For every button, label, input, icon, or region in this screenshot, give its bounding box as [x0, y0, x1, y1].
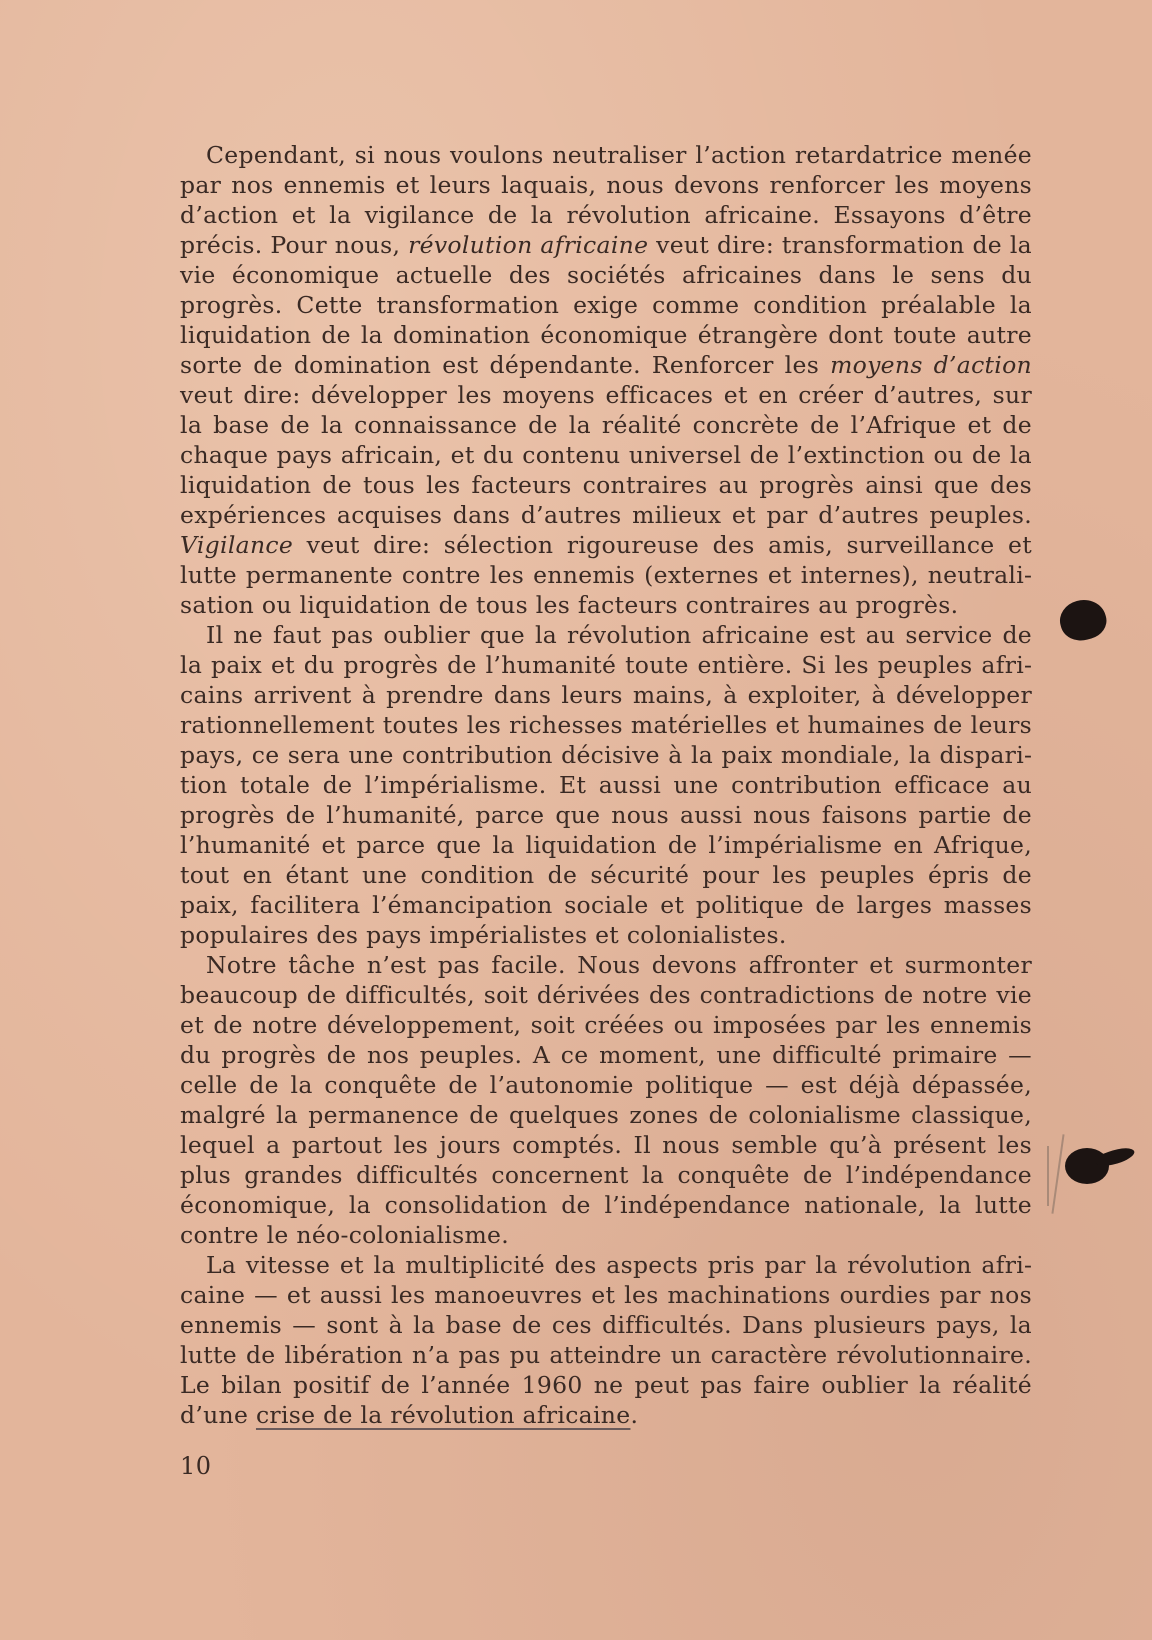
text-segment: veut dire: transformation de la vie économique actuelle des sociétés africaines dans le sens du progrès. Cette transformation exige comme condition préalable la liquidation de la domination économique étrangère dont toute autre sorte de domination est dépendante. Renforcer les — [180, 231, 1032, 379]
body-text — [180, 140, 1032, 1430]
italic-term: moyens d’action — [830, 351, 1032, 379]
text-segment: Il ne faut pas oublier que la révolution africaine est au service de la paix et du progrès de l’humanité toute entière. Si les peuples africains arrivent à prendre dans leurs mains, à exploiter, à développer rationnellement toutes les richesses matérielles et humaines de leurs pays, ce sera une contribution décisive à la paix mondiale, la disparition totale de l’impérialisme. Et aussi une contribution efficace au progrès de l’humanité, parce que nous aussi nous faisons partie de l’humanité et parce que la liquidation de l’impérialisme en Afrique, tout en étant une condition de sécurité pour les peuples épris de paix, facilitera l’émancipation sociale et politique de larges masses populaires des pays impérialistes et colonialistes. — [180, 621, 1032, 949]
paragraph-3 — [180, 950, 1032, 1250]
text-segment: veut dire: sélection rigoureuse des amis, surveillance et lutte permanente contre les ennemis (externes et internes), neutralisation ou liquidation de tous les facteurs contraires au progrès. — [180, 531, 1032, 619]
italic-term: Vigilance — [180, 531, 294, 559]
underlined-phrase: crise de la révolution africaine — [255, 1401, 631, 1429]
paragraph-4 — [180, 1250, 1032, 1430]
text-segment: Notre tâche n’est pas facile. Nous devons affronter et surmonter beaucoup de difficultés, soit dérivées des contradictions de notre vie et de notre développement, soit créées ou imposées par les ennemis du progrès de nos peuples. A ce moment, une difficulté primaire — celle de la conquête de l’autonomie politique — est déjà dépassée, malgré la permanence de quelques zones de colonialisme classique, lequel a partout les jours comptés. Il nous semble qu’à présent les plus grandes difficultés concernent la conquête de l’indépendance économique, la consolidation de l’indépendance nationale, la lutte contre le néo-colonialisme. — [180, 951, 1032, 1249]
text-segment: . — [630, 1401, 639, 1429]
italic-term: révolution africaine — [408, 231, 649, 259]
text-segment: La vitesse et la multiplicité des aspects pris par la révolution africaine — et aussi les manoeuvres et les machinations ourdies par nos ennemis — sont à la base de ces difficultés. Dans plusieurs pays, la lutte de libération n’a pas pu atteindre un caractère révolutionnaire. Le bilan positif de l’année 1960 ne peut pas faire oublier la réalité d’une — [180, 1251, 1032, 1429]
paragraph-2 — [180, 620, 1032, 950]
page-number: 10 — [180, 1452, 212, 1480]
text-segment: Cependant, si nous voulons neutraliser l’action retardatrice menée par nos ennemis et leurs laquais, nous devons renforcer les moyens d’action et la vigilance de la révolution africaine. Essayons d’être précis. Pour nous, — [180, 141, 1032, 259]
margin-mark — [1047, 1146, 1049, 1206]
paragraph-1 — [180, 140, 1032, 620]
text-segment: veut dire: développer les moyens efficaces et en créer d’autres, sur la base de la connaissance de la réalité concrète de l’Afrique et de chaque pays africain, et du contenu universel de l’extinction ou de la liquidation de tous les facteurs contraires au progrès ainsi que des expériences acquises dans d’autres milieux et par d’autres peuples. — [180, 381, 1032, 529]
